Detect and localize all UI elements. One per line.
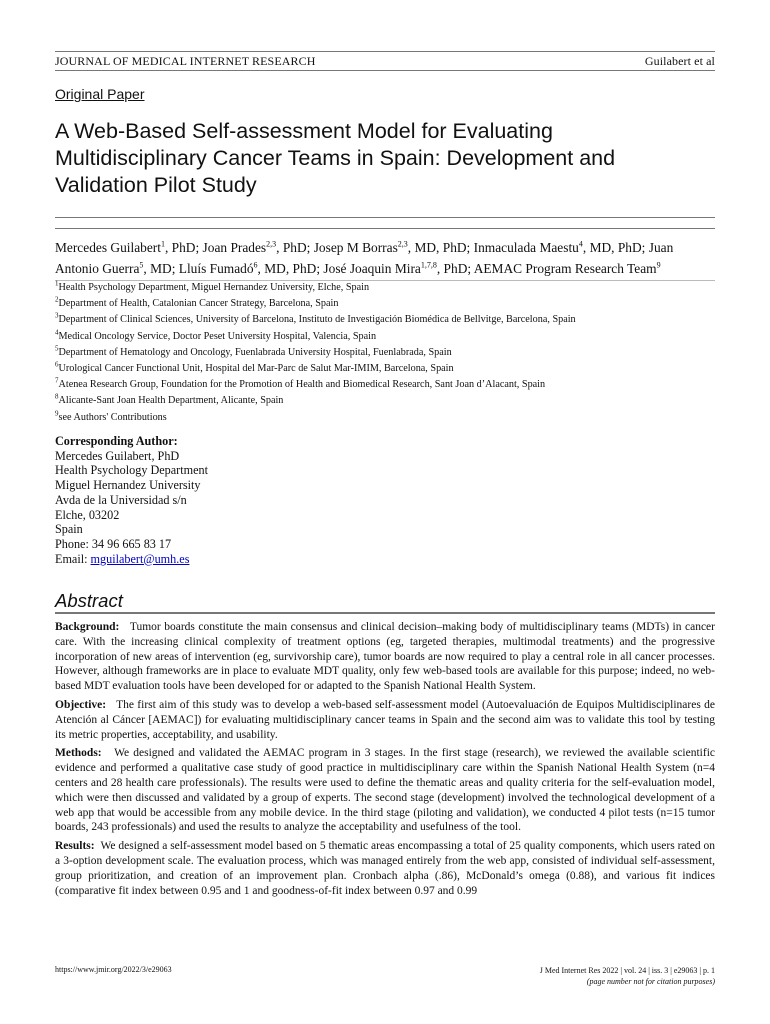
citation-note: (page number not for citation purposes)	[586, 977, 715, 986]
page-title: A Web-Based Self-assessment Model for Evaluating Multidisciplinary Cancer Teams in Spain: Development and Validation Pilot Study	[55, 119, 616, 197]
corresponding-line: Spain	[55, 522, 83, 537]
article-type-label: Original Paper	[55, 86, 145, 102]
citation-info: J Med Internet Res 2022 | vol. 24 | iss. 3 | e29063 | p. 1	[539, 966, 715, 975]
affiliation-item: $^8$Alicante-Sant Joan Health Department, Alicante, Spain	[55, 393, 284, 407]
corresponding-line: Mercedes Guilabert, PhD	[55, 448, 180, 463]
corresponding-line: Health Psychology Department	[55, 463, 208, 478]
affiliation-item: $^2$Department of Health, Catalonian Cancer Strategy, Barcelona, Spain	[55, 295, 339, 310]
header-rule-top	[55, 51, 715, 52]
email-link[interactable]: mguilabert@umh.es	[90, 551, 190, 566]
corresponding-author-block	[55, 434, 208, 566]
affiliation-item: $^4$Medical Oncology Service, Doctor Peset University Hospital, Valencia, Spain	[55, 328, 377, 342]
author: Inmaculada Maestu$^4$, MD, PhD;	[473, 239, 649, 255]
affiliation-item: $^1$Health Psychology Department, Miguel Hernandez University, Elche, Spain	[55, 279, 370, 293]
affiliation-list	[55, 280, 715, 426]
affiliation-item: $^3$Department of Clinical Sciences, University of Barcelona, Instituto de Investigación Biomédica de Bellvitge, Barcelona, Spain	[55, 312, 576, 326]
running-authors: Guilabert et al	[644, 54, 715, 68]
corresponding-author-heading: Corresponding Author:	[55, 434, 178, 448]
article-url[interactable]: https://www.jmir.org/2022/3/e29063	[55, 965, 172, 974]
affiliation-item: $^9$see Authors' Contributions	[55, 409, 167, 423]
author: Juan Antonio Guerra$^5$, MD;	[55, 240, 674, 276]
abstract-body	[55, 620, 715, 902]
author: Josep M Borras$^{2,3}$, MD, PhD;	[313, 239, 474, 255]
email-line: Email: mguilabert@umh.es	[55, 551, 190, 566]
abstract-background: Background: Tumor boards constitute the main consensus and clinical decision–making body of multidisciplinary teams (MDTs) in cancer care. With the increasing clinical complexity of treatment options (eg, targeted therapies, multimodal treatments) and the progressive incorporation of new areas of intervention (eg, survivorship care), tumor boards are now required to play a central role in all cancer processes. However, although frameworks are in place to evaluate MDT quality, only few web-based tools are available for this purpose; indeed, no web-based MDT evaluation tools have been developed for or adapted to the Spanish National Health System.	[55, 621, 715, 693]
journal-name: JOURNAL OF MEDICAL INTERNET RESEARCH	[55, 54, 316, 68]
author: Mercedes Guilabert$^1$, PhD;	[55, 239, 203, 255]
author: AEMAC Program Research Team$^9$	[473, 260, 661, 276]
author: Joan Prades$^{2,3}$, PhD;	[202, 239, 314, 255]
corresponding-line: Miguel Hernandez University	[55, 478, 201, 493]
abstract-heading: Abstract	[55, 590, 123, 611]
corresponding-line: Phone: 34 96 665 83 17	[55, 536, 172, 551]
author-list	[55, 237, 715, 279]
abstract-results: Results: We designed a self-assessment model based on 5 thematic areas encompassing a total of 25 quality components, which users rated on a 3-option development scale. The evaluation process, which was managed entirely from the web app, consisted of individual self-assessment, group prioritization, and creation of an improvement plan. Cronbach alpha (.86), McDonald’s omega (0.88), and various fit indices (comparative fit index between 0.95 and 1 and goodness-of-fit index between 0.97 and 0.99	[55, 840, 715, 897]
affiliation-item: $^5$Department of Hematology and Oncology, Fuenlabrada University Hospital, Fuenlabrada, Spain	[55, 344, 452, 358]
corresponding-line: Avda de la Universidad s/n	[55, 492, 187, 507]
affiliation-item: $^6$Urological Cancer Functional Unit, Hospital del Mar-Parc de Salut Mar-IMIM, Barcelona, Spain	[55, 360, 454, 375]
title-rule-top	[55, 217, 715, 218]
header-rule-bottom	[55, 70, 715, 71]
abstract-objective: Objective: The first aim of this study was to develop a web-based self-assessment model (Autoevaluación de Equipos Multidisciplinares de Atención al Cáncer [AEMAC]) for evaluating multidisciplinary cancer teams in Spain and the second aim was to validate this tool by testing its metric properties, acceptability, and usability.	[55, 698, 716, 741]
abstract-rule	[55, 612, 715, 614]
author: José Joaquin Mira$^{1,7,8}$, PhD;	[323, 260, 474, 276]
author: Lluís Fumadó$^6$, MD, PhD;	[178, 260, 324, 276]
corresponding-line: Elche, 03202	[55, 507, 120, 522]
title-rule-bottom	[55, 228, 715, 229]
affiliation-item: $^7$Atenea Research Group, Foundation for the Promotion of Health and Biomedical Research, Sant Joan d’Alacant, Spain	[55, 376, 546, 391]
abstract-methods: Methods: We designed and validated the AEMAC program in 3 stages. In the first stage (research), we reviewed the available scientific evidence and performed a qualitative case study of good practice in multidisciplinary care within the Spanish National Health System (n=4 centers and 28 health care professionals). The results were used to define the thematic areas and quality criteria for the self-evaluation model, which were then discussed and validated by a group of experts. The second stage (development) involved the technological development of a web app that would be accessible from any mobile device. In the third stage (piloting and validation), we conducted 4 pilot tests (n=15 tumor boards, 243 professionals) and used the results to analyze the acceptability and usefulness of the tool.	[55, 747, 716, 834]
